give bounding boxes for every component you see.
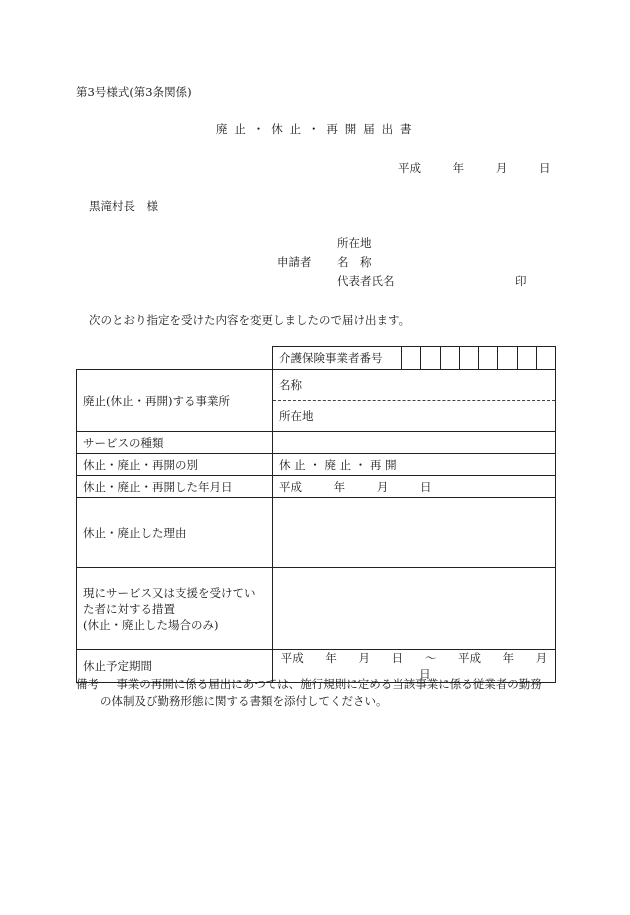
measures-label	[77, 568, 273, 650]
change-date-era: 平成	[279, 479, 302, 494]
applicant-role: 申請者	[277, 255, 312, 269]
blank-corner	[77, 347, 273, 370]
document-title: 廃止・休止・再開届出書	[216, 122, 419, 136]
date-month: 月	[495, 161, 508, 175]
applicant-address-label: 所在地	[337, 236, 372, 250]
digit-box[interactable]	[420, 347, 439, 369]
facility-address-label: 所在地	[273, 400, 555, 431]
period-start-month: 月	[358, 651, 371, 665]
period-separator: 〜	[424, 651, 437, 665]
measures-label-line3: (休止・廃止した場合のみ)	[83, 617, 219, 632]
change-date-month: 月	[376, 479, 389, 494]
seal-mark: 印	[515, 274, 527, 288]
addressee: 黒滝村長 様	[89, 199, 158, 213]
digit-box[interactable]	[440, 347, 459, 369]
category-text: 休 止 ・ 廃 止 ・ 再 開	[279, 457, 397, 472]
reason-field[interactable]	[273, 498, 556, 568]
period-end-month: 月	[535, 651, 548, 665]
digit-box[interactable]	[478, 347, 497, 369]
change-date-day: 日	[419, 479, 432, 494]
facility-label: 廃止(休止・再開)する事業所	[77, 370, 273, 432]
measures-field[interactable]	[273, 568, 556, 650]
period-start-day: 日	[391, 651, 404, 665]
note-line1	[76, 677, 542, 691]
provider-number-row	[273, 347, 556, 370]
period-label: 休止予定期間	[77, 650, 273, 683]
notification-table	[76, 346, 556, 683]
digit-box[interactable]	[401, 347, 420, 369]
change-date-year: 年	[333, 479, 346, 494]
note-line2: の体制及び勤務形態に関する書類を添付してください。	[100, 694, 388, 708]
facility-name-label: 名称	[279, 378, 302, 392]
date-day: 日	[538, 161, 551, 175]
facility-field[interactable]	[273, 370, 556, 432]
digit-box[interactable]	[517, 347, 536, 369]
period-end-year: 年	[502, 651, 515, 665]
service-type-label: サービスの種類	[77, 432, 273, 454]
service-type-field[interactable]	[273, 432, 556, 454]
provider-number-label: 介護保険事業者番号	[279, 351, 383, 365]
measures-label-line1: 現にサービス又は支援を受けてい	[83, 585, 256, 600]
digit-box[interactable]	[459, 347, 478, 369]
period-end-era: 平成	[457, 651, 481, 665]
note-text-1: 事業の再開に係る届出にあつては、施行規則に定める当該事業に係る従業者の勤務	[116, 677, 542, 691]
form-number: 第3号様式(第3条関係)	[76, 85, 192, 99]
period-start-year: 年	[325, 651, 337, 665]
digit-box[interactable]	[497, 347, 516, 369]
change-date-field[interactable]	[273, 476, 556, 498]
category-options[interactable]	[273, 454, 556, 476]
period-start-era: 平成	[280, 651, 304, 665]
submission-date	[398, 161, 550, 175]
reason-label: 休止・廃止した理由	[77, 498, 273, 568]
applicant-name-label: 名 称	[337, 255, 372, 269]
digit-box[interactable]	[536, 347, 555, 369]
intro-text: 次のとおり指定を受けた内容を変更しましたので届け出ます。	[89, 313, 411, 327]
note-label: 備考	[76, 677, 99, 691]
applicant-rep-label: 代表者氏名	[337, 274, 395, 288]
provider-number-boxes[interactable]	[401, 347, 555, 369]
date-era: 平成	[398, 161, 421, 175]
change-date-label: 休止・廃止・再開した年月日	[77, 476, 273, 498]
period-end-day: 日	[419, 667, 431, 681]
measures-label-line2: た者に対する措置	[83, 601, 175, 616]
date-year: 年	[452, 161, 465, 175]
category-label: 休止・廃止・再開の別	[77, 454, 273, 476]
